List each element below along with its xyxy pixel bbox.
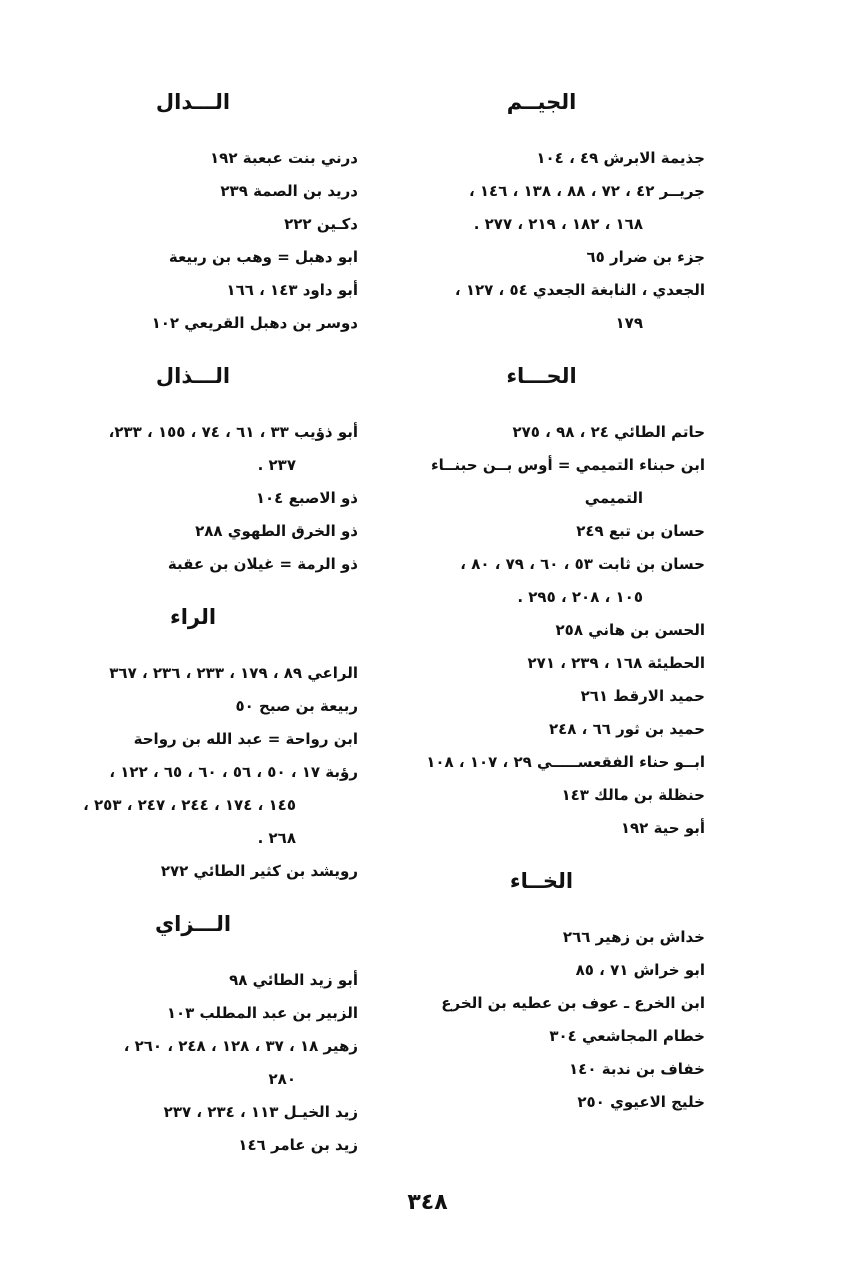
index-entry: ربيعة بن صبح ٥٠	[235, 697, 358, 715]
section-khaa	[378, 869, 705, 1119]
index-entry: حاتم الطائي ٢٤ ، ٩٨ ، ٢٧٥	[512, 423, 705, 441]
index-entry: دكـين ٢٢٢	[284, 215, 358, 233]
index-entry: ٢٦٨ .	[257, 829, 296, 847]
index-entry: حميد الارقط ٢٦١	[580, 687, 705, 705]
right-column	[378, 80, 705, 1143]
section-zay	[28, 912, 358, 1162]
index-entry: درني بنت عبعبة ١٩٢	[210, 149, 358, 167]
section-haa	[378, 364, 705, 845]
index-entry: ابن رواحة = عبد الله بن رواحة	[133, 730, 358, 748]
index-entry: ذو الخرق الطهوي ٢٨٨	[195, 522, 358, 540]
index-entry: حميد بن ثور ٦٦ ، ٢٤٨	[548, 720, 705, 738]
index-entry: أبو حية ١٩٢	[620, 819, 705, 837]
index-entry: ذو الاصبع ١٠٤	[255, 489, 358, 507]
section-heading: الـــذال	[155, 364, 231, 388]
index-entry: دوسر بن دهبل القريعي ١٠٢	[151, 314, 358, 332]
index-entry: رؤبة ١٧ ، ٥٠ ، ٥٦ ، ٦٠ ، ٦٥ ، ١٢٢ ، ١٤٥ ، ١٧٤ ، ٢٤٤ ، ٢٤٧ ، ٢٥٣ ،	[83, 763, 358, 814]
index-entry: ابو دهبل = وهب بن ربيعة	[168, 248, 358, 266]
index-entry: الزبير بن عبد المطلب ١٠٣	[166, 1004, 358, 1022]
index-entry: رويشد بن كثير الطائي ٢٧٢	[160, 862, 358, 880]
index-entry: الحسن بن هاني ٢٥٨	[555, 621, 705, 639]
index-entry: دريد بن الصمة ٢٣٩	[220, 182, 358, 200]
index-entry: زيد الخيـل ١١٣ ، ٢٣٤ ، ٢٣٧	[163, 1103, 358, 1121]
index-entry: خداش بن زهير ٢٦٦	[562, 928, 705, 946]
index-entry: حسان بن تبع ٢٤٩	[576, 522, 705, 540]
index-entry: أبو زيد الطائي ٩٨	[229, 971, 358, 989]
section-heading: الـــدال	[155, 90, 231, 114]
index-entry: ابن حبناء التميمي = أوس بــن حبنــاء التميمي	[431, 456, 705, 507]
left-column	[28, 80, 358, 1186]
section-heading: الخــاء	[509, 869, 574, 893]
index-entry: خطام المجاشعي ٣٠٤	[549, 1027, 705, 1045]
index-entry: جذيمة الابرش ٤٩ ، ١٠٤	[536, 149, 705, 167]
index-entry: خليج الاعيوي ٢٥٠	[577, 1093, 705, 1111]
section-heading: الـــزاي	[154, 912, 232, 936]
index-entry: ابو خراش ٧١ ، ٨٥	[575, 961, 705, 979]
index-entry: حنظلة بن مالك ١٤٣	[561, 786, 705, 804]
index-entry: الراعي ٨٩ ، ١٧٩ ، ٢٣٣ ، ٢٣٦ ، ٣٦٧	[109, 664, 358, 682]
index-entry: جزء بن ضرار ٦٥	[586, 248, 705, 266]
page-number: ٣٤٨	[407, 1190, 448, 1215]
section-jeem	[378, 90, 705, 340]
index-entry: زيد بن عامر ١٤٦	[238, 1136, 358, 1154]
index-entry: الحطيئة ١٦٨ ، ٢٣٩ ، ٢٧١	[527, 654, 705, 672]
section-heading: الحـــاء	[506, 364, 577, 388]
index-entry: الجعدي ، النابغة الجعدي ٥٤ ، ١٢٧ ، ١٧٩	[454, 281, 705, 332]
index-entry: ابــو حناء الفقعســـــي ٢٩ ، ١٠٧ ، ١٠٨	[426, 753, 705, 771]
section-heading: الراء	[169, 605, 217, 629]
section-dhal	[28, 364, 358, 581]
index-entry: أبو داود ١٤٣ ، ١٦٦	[226, 281, 358, 299]
index-entry: زهير ١٨ ، ٣٧ ، ١٢٨ ، ٢٤٨ ، ٢٦٠ ، ٢٨٠	[123, 1037, 358, 1088]
index-entry: ابن الخرع ـ عوف بن عطيه بن الخرع	[441, 994, 705, 1012]
index-entry: ذو الرمة = غيلان بن عقبة	[167, 555, 358, 573]
section-dal	[28, 90, 358, 340]
section-heading: الجيــم	[506, 90, 577, 114]
index-entry: جريــر ٤٢ ، ٧٢ ، ٨٨ ، ١٣٨ ، ١٤٦ ، ١٦٨ ، ١٨٢ ، ٢١٩ ، ٢٧٧ .	[468, 182, 705, 233]
index-entry: حسان بن ثابت ٥٣ ، ٦٠ ، ٧٩ ، ٨٠ ، ١٠٥ ، ٢٠٨ ، ٢٩٥ .	[460, 555, 705, 606]
index-entry: خفاف بن ندبة ١٤٠	[569, 1060, 705, 1078]
section-raa	[28, 605, 358, 888]
index-entry: أبو ذؤيب ٣٣ ، ٦١ ، ٧٤ ، ١٥٥ ، ٢٣٣، ٢٣٧ .	[108, 423, 358, 474]
